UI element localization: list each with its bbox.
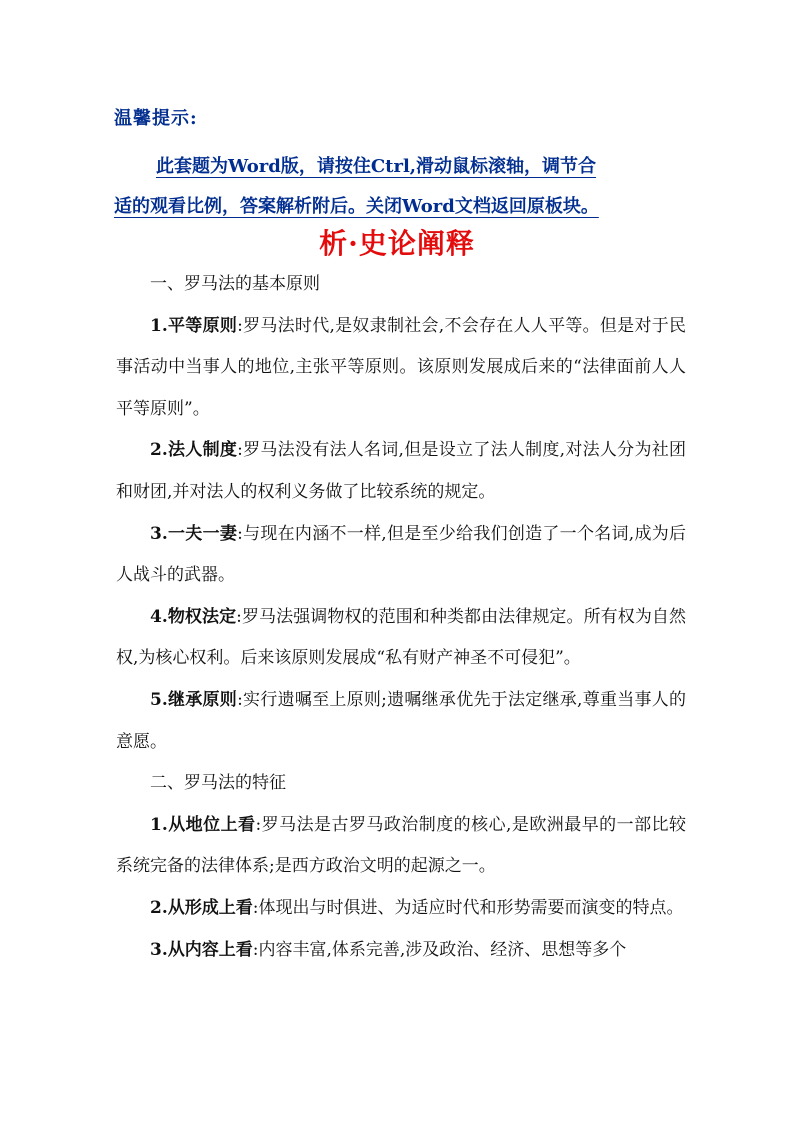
paragraph-label: 1.平等原则 <box>150 315 238 336</box>
paragraph <box>116 514 686 597</box>
paragraph-text: :实行遗嘱至上原则;遗嘱继承优先于法定继承,尊重当事人的意愿。 <box>116 689 686 752</box>
paragraph-label: 2.法人制度 <box>150 440 238 461</box>
paragraph-label: 4.物权法定 <box>150 606 237 627</box>
paragraph <box>116 930 686 972</box>
paragraph-label: 5.继承原则 <box>150 689 238 710</box>
paragraph-label: 2.从形成上看 <box>150 897 253 918</box>
paragraph <box>116 805 686 888</box>
tip-line-2: 适的观看比例，答案解析附后。关闭Word文档返回原板块。 <box>114 196 599 217</box>
tip-body <box>114 147 684 227</box>
paragraph <box>116 597 686 680</box>
paragraph <box>116 306 686 431</box>
document-content <box>116 264 686 971</box>
tip-title: 温馨提示: <box>114 108 198 129</box>
section-title: 二、罗马法的特征 <box>150 773 286 794</box>
paragraph-text: :体现出与时俱进、为适应时代和形势需要而演变的特点。 <box>252 897 684 918</box>
page-heading: 析·史论阐释 <box>319 227 475 260</box>
section-title: 一、罗马法的基本原则 <box>150 274 320 294</box>
paragraph <box>116 430 686 513</box>
paragraph-text: :罗马法强调物权的范围和种类都由法律规定。所有权为自然权,为核心权利。后来该原则发展成“私有财产神圣不可侵犯”。 <box>116 606 686 669</box>
paragraph-text: :内容丰富,体系完善,涉及政治、经济、思想等多个 <box>252 939 627 960</box>
paragraph <box>116 888 686 930</box>
paragraph-text: :罗马法是古罗马政治制度的核心,是欧洲最早的一部比较系统完备的法律体系;是西方政治文明的起源之一。 <box>116 814 686 877</box>
paragraph <box>116 680 686 763</box>
paragraph-text: :罗马法时代,是奴隶制社会,不会存在人人平等。但是对于民事活动中当事人的地位,主张平等原则。该原则发展成后来的“法律面前人人平等原则”。 <box>116 315 686 419</box>
paragraph-text: :与现在内涵不一样,但是至少给我们创造了一个名词,成为后人战斗的武器。 <box>116 523 686 586</box>
paragraph-label: 3.从内容上看 <box>150 939 253 960</box>
paragraph-label: 3.一夫一妻 <box>150 523 238 544</box>
paragraph-text: :罗马法没有法人名词,但是设立了法人制度,对法人分为社团和财团,并对法人的权利义务做了比较系统的规定。 <box>116 440 686 502</box>
tip-line-1: 此套题为Word版，请按住Ctrl,滑动鼠标滚轴，调节合 <box>156 156 597 177</box>
paragraph-label: 1.从地位上看 <box>150 814 256 835</box>
